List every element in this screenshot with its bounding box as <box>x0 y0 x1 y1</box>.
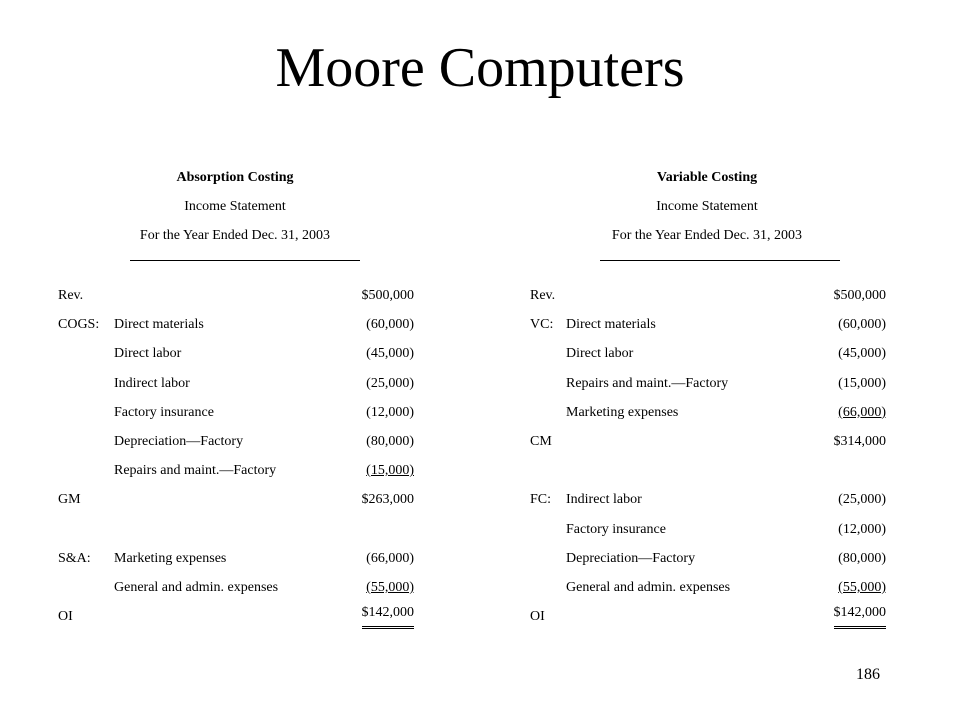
statement-row <box>54 602 416 631</box>
header-rule <box>130 260 360 261</box>
row-amount: $500,000 <box>361 288 414 303</box>
row-amount: (45,000) <box>838 346 886 362</box>
row-amount: $500,000 <box>833 288 886 303</box>
row-label: OI <box>530 609 545 625</box>
statement-row <box>526 281 888 310</box>
row-amount: (60,000) <box>366 317 414 333</box>
row-amount: $142,000 <box>834 602 887 629</box>
row-item: Factory insurance <box>114 404 214 420</box>
header-rule <box>600 260 840 261</box>
statement-rows <box>526 281 888 631</box>
statement-row <box>54 369 416 398</box>
row-amount: (55,000) <box>366 579 414 595</box>
statement-row <box>54 544 416 573</box>
statement-row <box>54 485 416 514</box>
row-item: General and admin. expenses <box>566 579 731 595</box>
statement-heading: Absorption Costing <box>176 170 294 185</box>
row-amount: $314,000 <box>833 433 886 449</box>
statement-period: For the Year Ended Dec. 31, 2003 <box>139 228 331 243</box>
statement-header <box>54 166 416 253</box>
row-amount: (12,000) <box>838 521 886 537</box>
statement-row <box>526 369 888 398</box>
row-label: S&A: <box>58 550 91 566</box>
statement-row <box>54 310 416 339</box>
statement-row <box>526 544 888 573</box>
absorption-costing-statement <box>54 166 416 625</box>
row-item: Direct materials <box>566 317 656 333</box>
row-amount: (66,000) <box>838 404 886 420</box>
statement-row <box>526 398 888 427</box>
row-item: Factory insurance <box>566 521 666 537</box>
row-amount: (66,000) <box>366 550 414 566</box>
statement-row <box>54 281 416 310</box>
statement-row <box>526 339 888 368</box>
row-item: Repairs and maint.—Factory <box>566 375 729 391</box>
row-label: Rev. <box>530 288 556 303</box>
row-amount: (45,000) <box>366 346 414 362</box>
statement-row <box>54 339 416 368</box>
row-amount: (15,000) <box>366 463 414 479</box>
statement-row <box>526 515 888 544</box>
statement-subheading: Income Statement <box>184 199 286 214</box>
row-amount: (80,000) <box>366 433 414 449</box>
statement-rows <box>54 281 416 631</box>
row-amount: $142,000 <box>362 602 415 629</box>
row-item: Indirect labor <box>566 492 642 508</box>
statement-row <box>526 485 888 514</box>
statement-period: For the Year Ended Dec. 31, 2003 <box>611 228 803 243</box>
row-item: Depreciation—Factory <box>566 550 696 566</box>
row-label: GM <box>58 492 81 508</box>
statement-row <box>54 573 416 602</box>
statement-row <box>526 573 888 602</box>
row-item: Direct materials <box>114 317 204 333</box>
row-amount: (25,000) <box>366 375 414 391</box>
statement-row <box>54 515 416 544</box>
row-amount: (80,000) <box>838 550 886 566</box>
row-amount: $263,000 <box>361 492 414 508</box>
statement-row <box>54 398 416 427</box>
row-item: Direct labor <box>114 346 182 362</box>
row-label: Rev. <box>58 288 84 303</box>
statement-row <box>526 427 888 456</box>
statement-row <box>526 310 888 339</box>
statement-subheading: Income Statement <box>656 199 758 214</box>
row-label: VC: <box>530 317 554 333</box>
row-label: OI <box>58 609 73 625</box>
page-number: 186 <box>856 666 880 683</box>
row-item: Repairs and maint.—Factory <box>114 463 277 479</box>
statement-row <box>526 456 888 485</box>
statement-heading: Variable Costing <box>656 170 758 185</box>
row-amount: (55,000) <box>838 579 886 595</box>
row-amount: (60,000) <box>838 317 886 333</box>
statement-row <box>526 602 888 631</box>
statement-row <box>54 427 416 456</box>
row-item: General and admin. expenses <box>114 579 279 595</box>
page-title: Moore Computers <box>275 37 685 99</box>
row-amount: (25,000) <box>838 492 886 508</box>
row-label: COGS: <box>58 317 100 333</box>
row-item: Marketing expenses <box>114 550 227 566</box>
row-item: Marketing expenses <box>566 404 679 420</box>
row-amount: (12,000) <box>366 404 414 420</box>
row-item: Depreciation—Factory <box>114 433 244 449</box>
row-label: CM <box>530 433 552 449</box>
statement-header <box>526 166 888 253</box>
row-amount: (15,000) <box>838 375 886 391</box>
row-label: FC: <box>530 492 552 508</box>
row-item: Indirect labor <box>114 375 190 391</box>
statement-row <box>54 456 416 485</box>
row-item: Direct labor <box>566 346 634 362</box>
variable-costing-statement <box>526 166 888 625</box>
